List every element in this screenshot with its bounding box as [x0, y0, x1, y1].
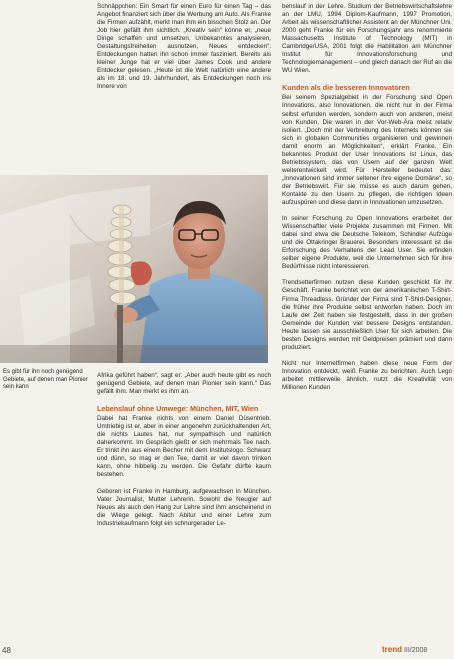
paragraph: Dabei hat Franke nichts von einem Daniel Düsentrieb. Umtriebig ist er, aber in einer angenehm zurückhaltenden Art, die nichts Lautes hat, nur sympathisch und natürlich daherkommt. Im Gespräch gießt er sich mehrmals Tee nach. Er trinkt ihn aus einem Becher mit dem Institutslogo. Schwarz und dünn, so mag er den Tee, damit er viel davon trinken kann, ohne hibbelig zu werden. Die Gefahr dürfte kaum bestehen.: [97, 415, 271, 479]
paragraph: benslauf in der Lehre. Studium der Betriebswirtschaftslehre an der LMU, 1994 Diplom-Kaufmann, 1997 Promotion, Arbeit als wissenschaftlicher Assistent an der Münchner Uni. 2000 geht Franke für ein Forschungsjahr ans renommierte Massachusetts Institute of Technology (MIT) in Cambridge/USA, 2001 folgt die Habilitation am Münchner Institut für Innovationsforschung und Technologiemanagement – und gleich danach der Ruf an die WU Wien.: [282, 3, 452, 75]
right-column: [282, 3, 452, 392]
middle-column-top: [97, 3, 271, 92]
section-heading: Kunden als die besseren Innovatoren: [282, 83, 410, 93]
paragraph: Nicht nur Internetfirmen haben diese neue Form der Innovation entdeckt, weiß Franke zu berichten. Auch Lego arbeitet mittlerweile ähnlich, nutzt die Kreativität von Millionen Kunden: [282, 359, 452, 391]
paragraph: Afrika geführt haben“, sagt er. „Aber auch heute gibt es noch genügend Gebiete, auf denen man Pionier sein kann.“ Das gefällt ihm. Man merkt es ihm an.: [97, 372, 271, 396]
paragraph: In seiner Forschung zu Open Innovations erarbeitet der Wissenschaftler viele Projekte zusammen mit Firmen. Mit dabei sind etwa die Deutsche Telekom, Schindler Aufzüge und die Ottakringer Brauerei. Besonders interessant ist die Erforschung des Verhaltens der Lead User. Sie erfinden selber eigene Produkte, weil die Unternehmen sich für ihre Bedürfnisse nicht interessieren.: [282, 215, 452, 271]
paragraph: Geboren ist Franke in Hamburg, aufgewachsen in München. Vater Journalist, Mutter Lehrerin. Sowohl die Neugier auf Neues als auch den Hang zur Lehre sind ihm anscheinend in die Wiege gelegt. Nach Abitur und einer Lehre zum Industriekaufmann folgt ein schnurgerader Le-: [97, 487, 271, 527]
paragraph: Trendsetterfirmen nutzen diese Kunden geschickt für ihr Geschäft. Franke berichtet von der amerikanischen T-Shirt-Firma Threadless. Gründer der Firma sind T-Shirt-Designer, die früher ihre Produkte selbst entworfen haben. Doch im Laufe der Zeit haben sie festgestellt, dass in der großen Gemeinde der Kunden viel bessere Designs entstanden. Heute lassen sie ausschließlich User für sich arbeiten. Die besten Designs werden mit Geldpreisen prämiert und dann produziert.: [282, 279, 452, 351]
magazine-footer: [382, 645, 427, 654]
magazine-name: trend: [382, 645, 402, 654]
photo-caption: Es gibt für ihn noch genügend Gebiete, auf denen man Pionier sein kann: [3, 369, 88, 391]
issue-number: III/2008: [403, 647, 428, 654]
middle-column-bottom: [97, 372, 271, 528]
paragraph: Schnäppchen: Ein Smart für einen Euro für einen Tag – das Angebot finanziert sich über die Werbung am Auto. Als Franke die Firmen aufzählt, merkt man ihm ein bisschen Stolz an. Der Job hier gefällt ihm sichtlich. „Kreativ sein“ könne er, „neue Dinge schaffen und umsetzen, Unbekanntes analysieren, Gestaltungsfreiheiten ausnutzen, Neues entdecken“. Entdeckungen hatten ihn schon immer fasziniert. Bereits als kleiner Junge hat er viel über James Cook und andere Entdecker gelesen. „Heute ist die Welt natürlich eine andere als im 18. und 19. Jahrhundert, als Entdeckungen noch ins Innere von: [97, 3, 271, 91]
photo-researcher-with-spine-model: [0, 175, 268, 363]
page-number: 48: [2, 646, 11, 655]
paragraph: Bei seinem Spezialgebiet in der Forschung sind Open Innovations, also Innovationen, die nicht nur in der Firma selbst erfunden werden, sondern auch von anderen, meist von Kunden. Die waren in der Vor-Web-Ära meist relativ isoliert. „Doch mit der Verbreitung des Internets können sie sich in globalen Communities organisieren und gewinnen damit enorm an Möglichkeiten“, erklärt Franke. Ein bekanntes Produkt der User Innovations ist Linux, das Betriebssystem, das von Usern auf der ganzen Welt weiterentwickelt wird. Für Hersteller bedeutet das: „Innovationen sind immer seltener ihre eigene Domäne“, so der Betriebswirt. Für sie müsse es auch darum gehen, Kontakte zu den Usern zu pflegen, die richtigen Ideen aufzuspüren und diese dann in Innovationen umzusetzen.: [282, 94, 452, 207]
section-heading: Lebenslauf ohne Umwege: München, MIT, Wien: [97, 404, 259, 414]
